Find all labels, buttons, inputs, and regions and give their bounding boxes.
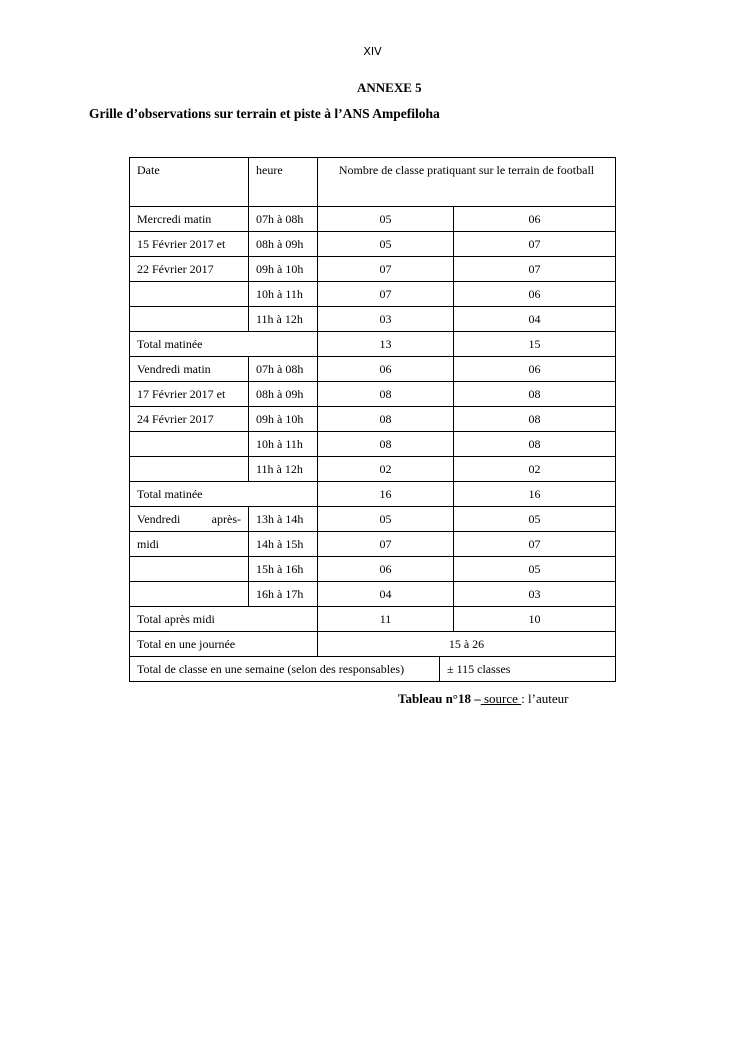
time-cell: 16h à 17h bbox=[249, 582, 318, 607]
count-cell-a: 07 bbox=[318, 532, 454, 557]
count-cell-a: 06 bbox=[318, 557, 454, 582]
count-cell-a: 06 bbox=[318, 357, 454, 382]
count-cell-b: 08 bbox=[454, 382, 616, 407]
table-row bbox=[130, 357, 616, 382]
table-row bbox=[130, 457, 616, 482]
count-cell-b: 02 bbox=[454, 457, 616, 482]
time-cell: 07h à 08h bbox=[249, 357, 318, 382]
table-row bbox=[130, 407, 616, 432]
total-label: Total matinée bbox=[130, 332, 318, 357]
caption-source: source bbox=[480, 691, 522, 706]
total-label: Total matinée bbox=[130, 482, 318, 507]
table-row bbox=[130, 557, 616, 582]
total-semaine-label: Total de classe en une semaine (selon des responsables) bbox=[130, 657, 440, 682]
table-row bbox=[130, 282, 616, 307]
header-heure: heure bbox=[249, 158, 318, 207]
count-cell-a: 03 bbox=[318, 307, 454, 332]
total-row bbox=[130, 482, 616, 507]
caption-suffix: : l’auteur bbox=[521, 691, 569, 706]
time-cell: 13h à 14h bbox=[249, 507, 318, 532]
total-label: Total après midi bbox=[130, 607, 318, 632]
count-cell-a: 02 bbox=[318, 457, 454, 482]
total-journee-label: Total en une journée bbox=[130, 632, 318, 657]
group1-label-blank bbox=[130, 307, 249, 332]
time-cell: 07h à 08h bbox=[249, 207, 318, 232]
document-subtitle: Grille d’observations sur terrain et piste à l’ANS Ampefiloha bbox=[89, 106, 440, 121]
total-value-a: 11 bbox=[318, 607, 454, 632]
count-cell-b: 03 bbox=[454, 582, 616, 607]
table-row bbox=[130, 307, 616, 332]
group2-label-blank bbox=[130, 432, 249, 457]
table-row bbox=[130, 507, 616, 532]
table-row bbox=[130, 582, 616, 607]
time-cell: 08h à 09h bbox=[249, 232, 318, 257]
total-value-b: 15 bbox=[454, 332, 616, 357]
total-row bbox=[130, 332, 616, 357]
total-semaine-value: ± 115 classes bbox=[440, 657, 616, 682]
group3-label-line2: midi bbox=[130, 532, 249, 557]
total-value-b: 16 bbox=[454, 482, 616, 507]
count-cell-b: 06 bbox=[454, 282, 616, 307]
count-cell-a: 08 bbox=[318, 432, 454, 457]
time-cell: 09h à 10h bbox=[249, 407, 318, 432]
count-cell-a: 05 bbox=[318, 507, 454, 532]
annexe-title: ANNEXE 5 bbox=[357, 80, 422, 95]
time-cell: 08h à 09h bbox=[249, 382, 318, 407]
time-cell: 14h à 15h bbox=[249, 532, 318, 557]
total-semaine-row bbox=[130, 657, 616, 682]
count-cell-b: 07 bbox=[454, 257, 616, 282]
count-cell-b: 06 bbox=[454, 207, 616, 232]
total-value-b: 10 bbox=[454, 607, 616, 632]
time-cell: 09h à 10h bbox=[249, 257, 318, 282]
count-cell-a: 05 bbox=[318, 232, 454, 257]
time-cell: 15h à 16h bbox=[249, 557, 318, 582]
total-journee-row bbox=[130, 632, 616, 657]
group2-label-blank bbox=[130, 457, 249, 482]
table-header-row bbox=[130, 158, 616, 207]
group3-label-blank bbox=[130, 557, 249, 582]
observation-table bbox=[129, 157, 616, 682]
group3-label-blank bbox=[130, 582, 249, 607]
count-cell-a: 08 bbox=[318, 382, 454, 407]
total-row bbox=[130, 607, 616, 632]
time-cell: 11h à 12h bbox=[249, 307, 318, 332]
count-cell-b: 07 bbox=[454, 532, 616, 557]
total-journee-value: 15 à 26 bbox=[318, 632, 616, 657]
count-cell-b: 08 bbox=[454, 432, 616, 457]
count-cell-b: 05 bbox=[454, 557, 616, 582]
header-nombre: Nombre de classe pratiquant sur le terrain de football bbox=[318, 158, 616, 207]
table-caption bbox=[398, 691, 568, 707]
count-cell-a: 04 bbox=[318, 582, 454, 607]
header-date: Date bbox=[130, 158, 249, 207]
table-row bbox=[130, 207, 616, 232]
count-cell-a: 08 bbox=[318, 407, 454, 432]
group2-label-line3: 24 Février 2017 bbox=[130, 407, 249, 432]
total-value-a: 16 bbox=[318, 482, 454, 507]
count-cell-b: 05 bbox=[454, 507, 616, 532]
count-cell-b: 07 bbox=[454, 232, 616, 257]
count-cell-b: 06 bbox=[454, 357, 616, 382]
caption-prefix: Tableau n°18 – bbox=[398, 691, 481, 706]
page-number: XIV bbox=[363, 45, 382, 58]
group1-label-line2: 15 Février 2017 et bbox=[130, 232, 249, 257]
count-cell-a: 07 bbox=[318, 282, 454, 307]
group3-label-line1: Vendredi après- bbox=[130, 507, 249, 532]
group2-label-line2: 17 Février 2017 et bbox=[130, 382, 249, 407]
table-row bbox=[130, 257, 616, 282]
table-row bbox=[130, 232, 616, 257]
time-cell: 10h à 11h bbox=[249, 432, 318, 457]
count-cell-a: 05 bbox=[318, 207, 454, 232]
time-cell: 11h à 12h bbox=[249, 457, 318, 482]
group1-label-line1: Mercredi matin bbox=[130, 207, 249, 232]
group1-label-blank bbox=[130, 282, 249, 307]
group2-label-line1: Vendredi matin bbox=[130, 357, 249, 382]
count-cell-a: 07 bbox=[318, 257, 454, 282]
count-cell-b: 08 bbox=[454, 407, 616, 432]
time-cell: 10h à 11h bbox=[249, 282, 318, 307]
group1-label-line3: 22 Février 2017 bbox=[130, 257, 249, 282]
table-row bbox=[130, 532, 616, 557]
table-row bbox=[130, 432, 616, 457]
count-cell-b: 04 bbox=[454, 307, 616, 332]
table-row bbox=[130, 382, 616, 407]
total-value-a: 13 bbox=[318, 332, 454, 357]
